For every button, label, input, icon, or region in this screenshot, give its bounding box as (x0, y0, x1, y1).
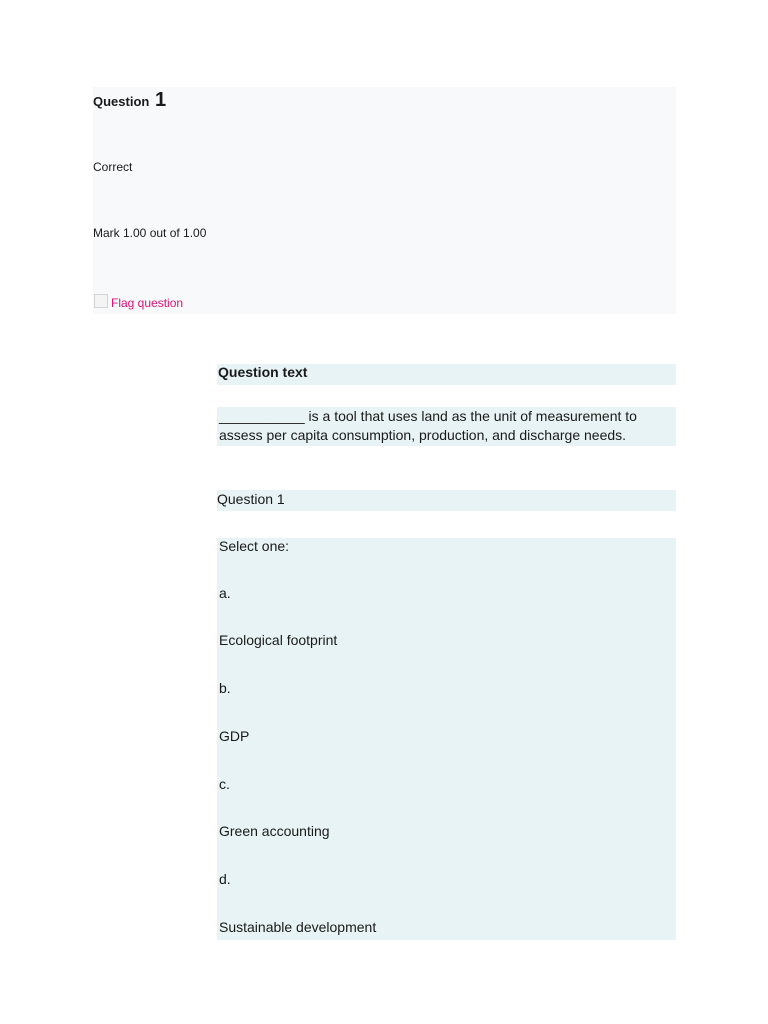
flag-question-control[interactable] (94, 294, 183, 308)
question-grade: Mark 1.00 out of 1.00 (93, 226, 207, 240)
flag-checkbox[interactable] (94, 294, 108, 308)
question-state: Correct (93, 160, 133, 174)
option-b-letter[interactable]: b. (219, 680, 231, 696)
option-d-letter[interactable]: d. (219, 871, 231, 887)
question-info-panel (93, 87, 676, 314)
option-c-letter[interactable]: c. (219, 776, 230, 792)
question-number: 1 (154, 89, 167, 111)
question-text-heading: Question text (217, 364, 676, 385)
select-one-prompt: Select one: (219, 538, 290, 554)
option-d-text[interactable]: Sustainable development (219, 919, 377, 935)
answer-section-heading: Question 1 (217, 490, 676, 511)
option-a-letter[interactable]: a. (219, 585, 231, 601)
question-text-body: ___________ is a tool that uses land as the unit of measurement to assess per capita consumption, production, and discharge needs. (217, 407, 676, 446)
answer-options-panel (217, 538, 676, 940)
option-c-text[interactable]: Green accounting (219, 823, 330, 839)
question-number-heading (93, 87, 166, 115)
option-b-text[interactable]: GDP (219, 728, 250, 744)
option-a-text[interactable]: Ecological footprint (219, 632, 338, 648)
question-label: Question (93, 94, 150, 109)
flag-question-link[interactable]: Flag question (111, 296, 184, 310)
